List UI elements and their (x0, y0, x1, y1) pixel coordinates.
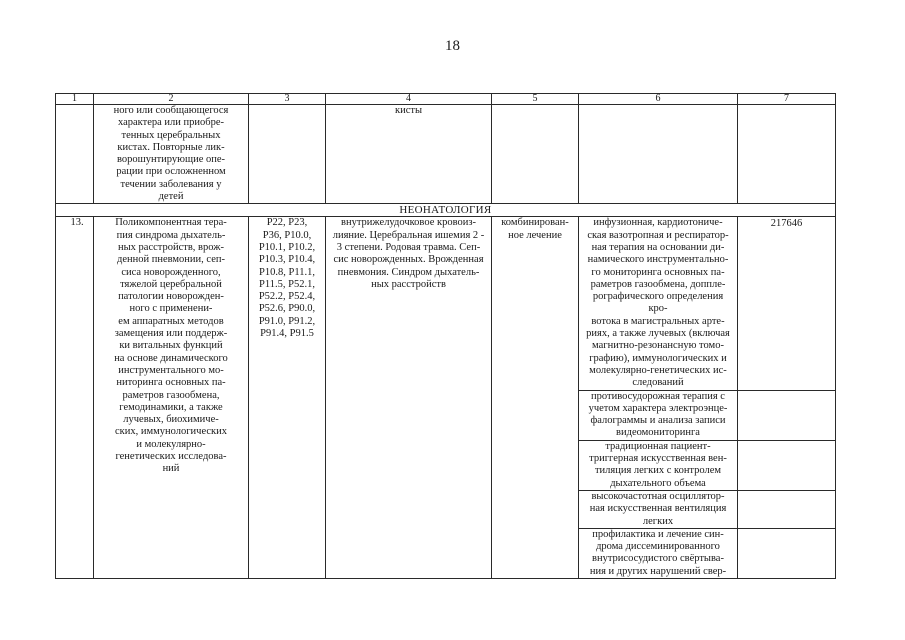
table-row-13 (56, 217, 836, 390)
continuation-price-cell (738, 105, 836, 204)
continuation-diagnosis-cell: кисты (326, 105, 492, 204)
continuation-codes-cell (249, 105, 326, 204)
method-cell-2: противосудорожная терапия с учетом характера электроэнце- фалограммы и анализа записи видеомониторинга (579, 390, 738, 440)
price-cell-empty-3 (738, 440, 836, 490)
continuation-methods-cell (579, 105, 738, 204)
diagnosis-cell: внутрижелудочковое кровоиз- лияние. Церебральная ишемия 2 - 3 степени. Родовая травма. Сеп- сис новорожденных. Врожденная пневмония. Синдром дыхатель- ных расстройств (326, 217, 492, 579)
continuation-name-cell: ного или сообщающегося характера или приобре- тенных церебральных кистах. Повторные лик- ворошунтирующие опе- рации при осложненном течении заболевания у детей (94, 105, 249, 204)
continuation-treatment-cell (492, 105, 579, 204)
column-header-2: 2 (94, 94, 249, 105)
column-header-7: 7 (738, 94, 836, 105)
service-name-cell: Поликомпонентная тера- пия синдрома дыхатель- ных расстройств, врож- денной пневмонии, сеп- сиса новорожденного, тяжелой церебральной патологии новорожден- ного с применени- ем аппаратных методов замещения или поддерж- ки витальных функций на основе динамического инструментального мо- ниторинга основных па- раметров газообмена, гемодинамики, а также лучевых, биохимиче- ских, иммунологических и молекулярно- генетических исследова- ний (94, 217, 249, 579)
column-header-4: 4 (326, 94, 492, 105)
price-cell-empty-4 (738, 490, 836, 528)
column-header-5: 5 (492, 94, 579, 105)
section-row (56, 204, 836, 217)
column-header-3: 3 (249, 94, 326, 105)
column-header-1: 1 (56, 94, 94, 105)
continuation-row (56, 105, 836, 204)
services-table (55, 93, 836, 579)
price-cell: 217646 (738, 217, 836, 390)
icd-codes-cell: P22, P23, P36, P10.0, P10.1, P10.2, P10.3, P10.4, P10.8, P11.1, P11.5, P52.1, P52.2, P52.4, P52.6, P90.0, P91.0, P91.2, P91.4, P91.5 (249, 217, 326, 579)
method-cell-3: традиционная пациент- триггерная искусственная вен- тиляция легких с контролем дыхательного объема (579, 440, 738, 490)
price-cell-empty-5 (738, 528, 836, 578)
page-number: 18 (445, 38, 460, 54)
price-cell-empty-2 (738, 390, 836, 440)
section-title: НЕОНАТОЛОГИЯ (56, 204, 836, 217)
column-header-row (56, 94, 836, 105)
method-cell-5: профилактика и лечение син- дрома диссеминированного внутрисосудистого свёртыва- ния и других нарушений свер- (579, 528, 738, 578)
continuation-number-cell (56, 105, 94, 204)
treatment-type-cell: комбинирован- ное лечение (492, 217, 579, 579)
row-number: 13. (56, 217, 94, 579)
column-header-6: 6 (579, 94, 738, 105)
method-cell-1: инфузионная, кардиотониче- ская вазотропная и респиратор- ная терапия на основании ди- намического инструментально- го мониторинга основных па- раметров газообмена, доппле- рографического определения кро- вотока в магистральных арте- риях, а также лучевых (включая магнитно-резонансную томо- графию), иммунологических и молекулярно-генетических ис- следований (579, 217, 738, 390)
method-cell-4: высокочастотная осциллятор- ная искусственная вентиляция легких (579, 490, 738, 528)
